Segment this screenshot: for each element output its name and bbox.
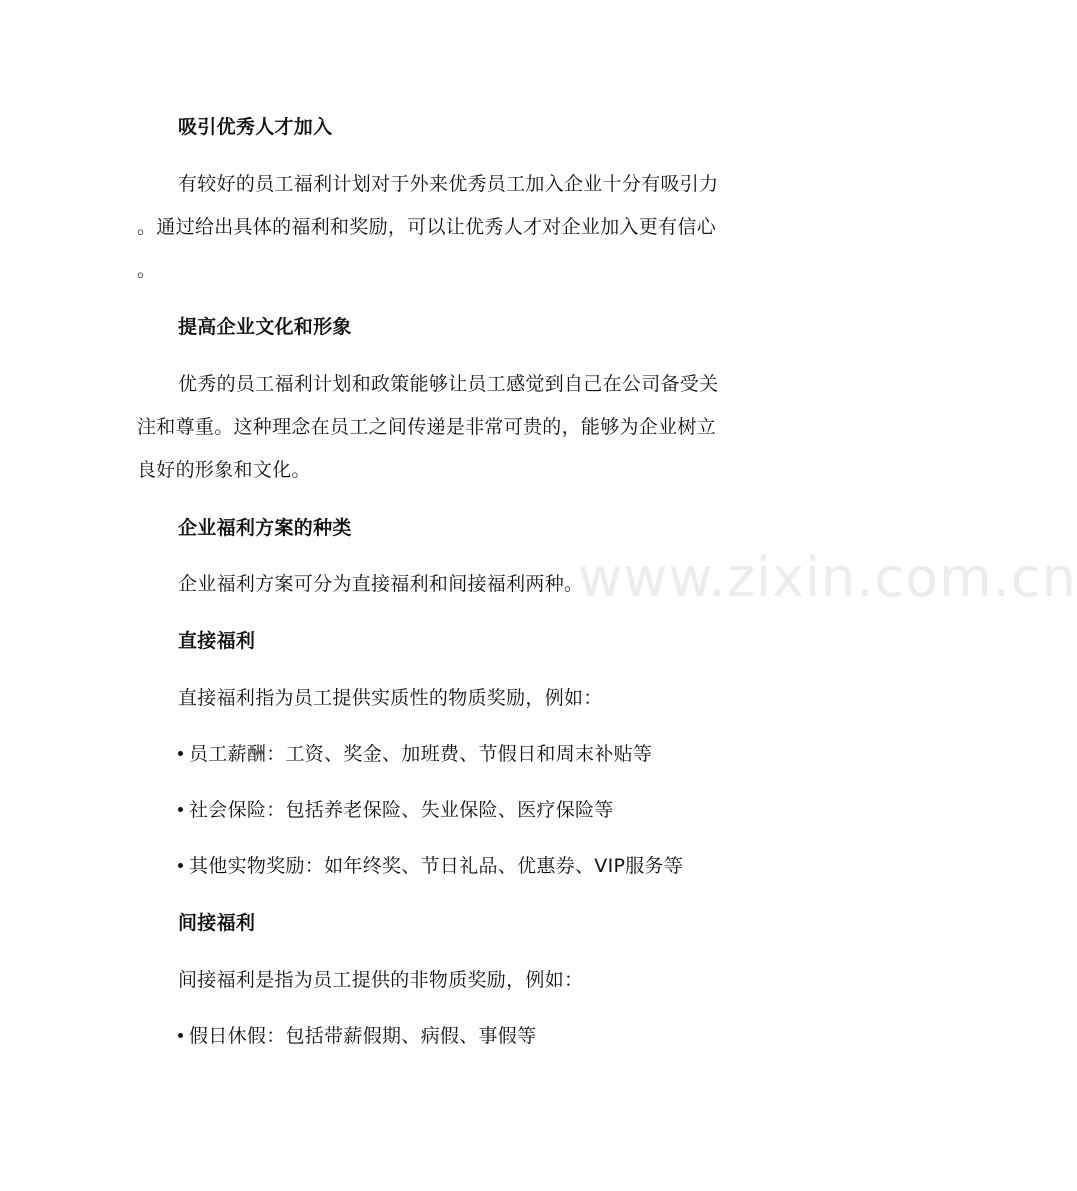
paragraph-line: 间接福利是指为员工提供的非物质奖励，例如： (178, 969, 584, 991)
list-item-text: 其他实物奖励：如年终奖、节日礼品、优惠券、VIP服务等 (189, 855, 684, 877)
section-heading-culture: 提高企业文化和形象 (178, 316, 352, 338)
list-item-text: 社会保险：包括养老保险、失业保险、医疗保险等 (189, 799, 614, 821)
paragraph-line: 注和尊重。这种理念在员工之间传递是非常可贵的，能够为企业树立 (137, 416, 717, 438)
paragraph-line: 优秀的员工福利计划和政策能够让员工感觉到自己在公司备受关 (178, 373, 719, 395)
bullet-icon (178, 751, 183, 756)
watermark: www.zixin.com.cn (578, 546, 1077, 609)
bullet-icon (178, 863, 183, 868)
list-item (178, 1022, 828, 1050)
list-item-text: 员工薪酬：工资、奖金、加班费、节假日和周末补贴等 (189, 743, 653, 765)
paragraph-line: 直接福利指为员工提供实质性的物质奖励，例如： (178, 687, 603, 709)
section-heading-attract: 吸引优秀人才加入 (178, 116, 333, 138)
paragraph-line: 有较好的员工福利计划对于外来优秀员工加入企业十分有吸引力 (178, 173, 719, 195)
section-heading-types: 企业福利方案的种类 (178, 517, 352, 539)
paragraph-line: 良好的形象和文化。 (137, 459, 311, 481)
section-heading-direct: 直接福利 (178, 630, 256, 652)
list-item (178, 796, 828, 824)
bullet-icon (178, 807, 183, 812)
paragraph-line: 。 (137, 259, 157, 281)
list-item (178, 852, 828, 880)
paragraph-line: 。通过给出具体的福利和奖励，可以让优秀人才对企业加入更有信心 (137, 216, 717, 238)
paragraph-line: 企业福利方案可分为直接福利和间接福利两种。 (178, 573, 584, 595)
list-item (178, 740, 828, 768)
bullet-icon (178, 1033, 183, 1038)
section-heading-indirect: 间接福利 (178, 912, 256, 934)
list-item-text: 假日休假：包括带薪假期、病假、事假等 (189, 1025, 537, 1047)
